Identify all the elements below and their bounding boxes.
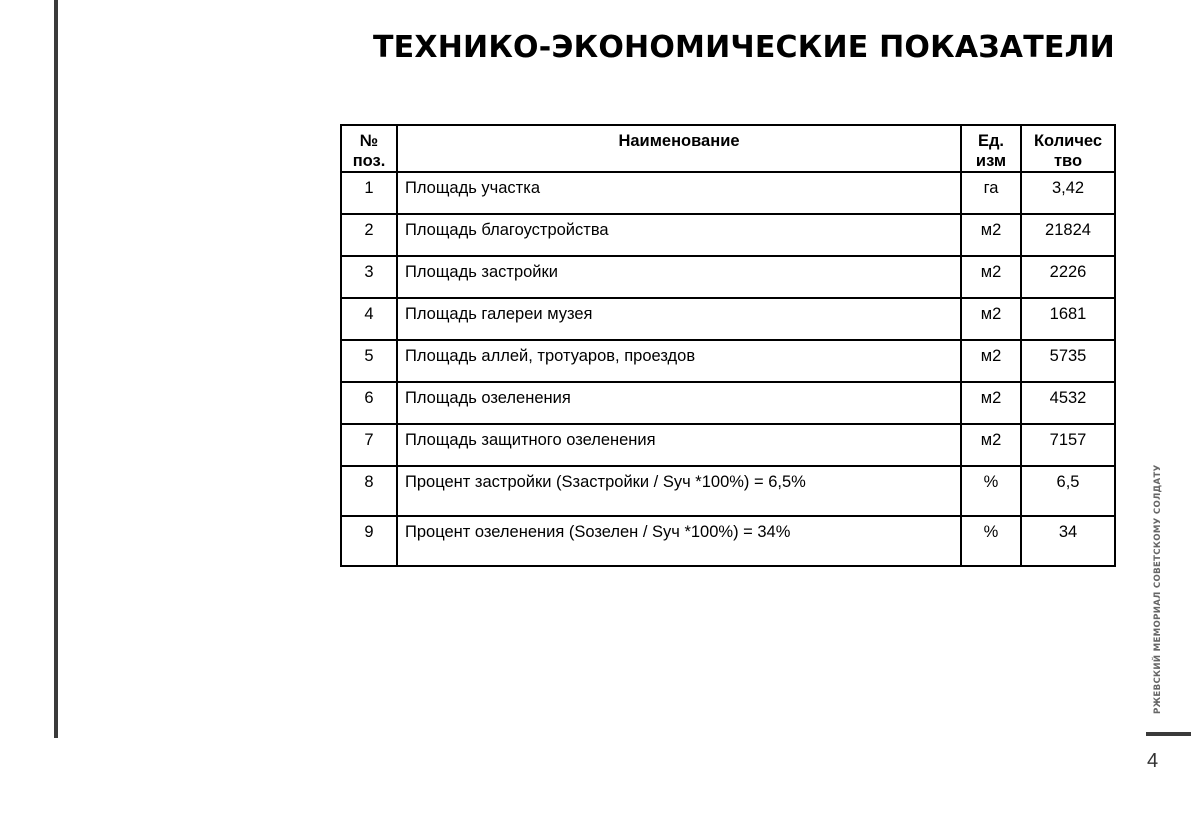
row-quantity: 34 — [1021, 516, 1115, 566]
row-position: 9 — [341, 516, 397, 566]
row-quantity: 4532 — [1021, 382, 1115, 424]
row-quantity: 21824 — [1021, 214, 1115, 256]
header-position — [341, 125, 397, 172]
row-position: 1 — [341, 172, 397, 214]
table-row — [341, 172, 1115, 214]
row-name: Площадь озеленения — [397, 382, 961, 424]
table-row — [341, 516, 1115, 566]
header-unit-line1: Ед. — [977, 132, 1005, 150]
table-row — [341, 298, 1115, 340]
row-unit: м2 — [961, 298, 1021, 340]
table-row — [341, 466, 1115, 516]
row-unit: м2 — [961, 424, 1021, 466]
page-title: ТЕХНИКО-ЭКОНОМИЧЕСКИЕ ПОКАЗАТЕЛИ — [373, 30, 1115, 65]
header-quantity-line1: Количес — [1033, 132, 1103, 150]
table-row — [341, 340, 1115, 382]
row-unit: м2 — [961, 340, 1021, 382]
table-row — [341, 382, 1115, 424]
table-row — [341, 214, 1115, 256]
row-name: Площадь аллей, тротуаров, проездов — [397, 340, 961, 382]
row-unit: % — [961, 466, 1021, 516]
row-position: 2 — [341, 214, 397, 256]
table-row — [341, 424, 1115, 466]
row-position: 7 — [341, 424, 397, 466]
page-number: 4 — [1147, 750, 1159, 772]
row-position: 4 — [341, 298, 397, 340]
row-position: 6 — [341, 382, 397, 424]
row-name: Площадь застройки — [397, 256, 961, 298]
row-position: 3 — [341, 256, 397, 298]
header-unit-line2: изм — [975, 152, 1007, 170]
row-quantity: 3,42 — [1021, 172, 1115, 214]
row-unit: % — [961, 516, 1021, 566]
row-unit: м2 — [961, 256, 1021, 298]
row-name: Площадь участка — [397, 172, 961, 214]
row-position: 8 — [341, 466, 397, 516]
page-number-rule — [1146, 732, 1191, 736]
row-quantity: 2226 — [1021, 256, 1115, 298]
row-unit: м2 — [961, 382, 1021, 424]
header-position-line1: № — [359, 132, 379, 150]
row-quantity: 5735 — [1021, 340, 1115, 382]
header-unit — [961, 125, 1021, 172]
left-margin-rule — [54, 0, 58, 738]
header-name-label: Наименование — [618, 132, 740, 150]
row-name: Процент застройки (Sзастройки / Sуч *100%) = 6,5% — [397, 466, 961, 516]
row-name: Площадь галереи музея — [397, 298, 961, 340]
side-caption: РЖЕВСКИЙ МЕМОРИАЛ СОВЕТСКОМУ СОЛДАТУ — [1153, 464, 1163, 714]
row-name: Площадь защитного озеленения — [397, 424, 961, 466]
row-position: 5 — [341, 340, 397, 382]
header-position-line2: поз. — [352, 152, 386, 170]
row-quantity: 6,5 — [1021, 466, 1115, 516]
table-header-row — [341, 125, 1115, 172]
indicators-table — [340, 124, 1116, 567]
row-unit: га — [961, 172, 1021, 214]
row-quantity: 7157 — [1021, 424, 1115, 466]
row-name: Процент озеленения (Sозелен / Sуч *100%) = 34% — [397, 516, 961, 566]
header-quantity-line2: тво — [1053, 152, 1083, 170]
header-name — [397, 125, 961, 172]
row-unit: м2 — [961, 214, 1021, 256]
row-quantity: 1681 — [1021, 298, 1115, 340]
row-name: Площадь благоустройства — [397, 214, 961, 256]
header-quantity — [1021, 125, 1115, 172]
table-row — [341, 256, 1115, 298]
